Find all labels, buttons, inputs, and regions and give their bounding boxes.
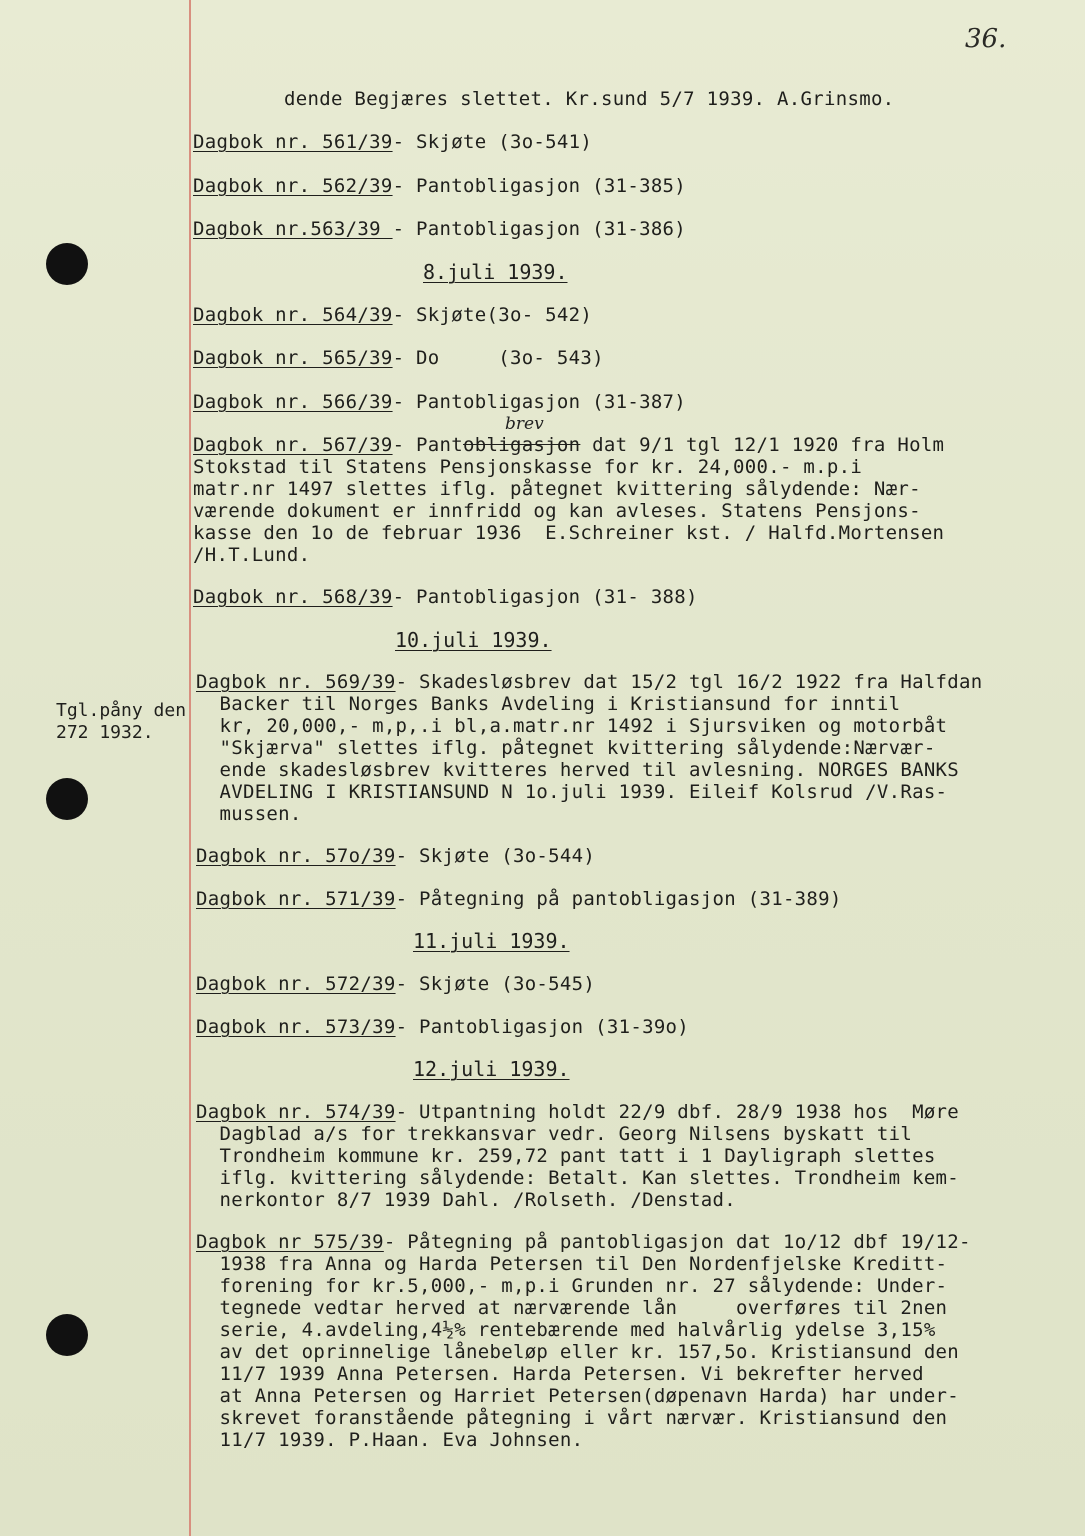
ledger-line (196, 1319, 936, 1341)
entry-text: - Skjøte (3o-541) (392, 131, 593, 153)
entry-text: - Påtegning på pantobligasjon dat 1o/12 dbf 19/12- (383, 1231, 971, 1253)
punch-hole (46, 243, 88, 285)
entry-text: - Do (3o- 543) (392, 347, 604, 369)
page-number: 36. (965, 24, 1007, 54)
ledger-line (196, 1385, 959, 1407)
entry-text: værende dokument er innfridd og kan avleses. Statens Pensjons- (193, 500, 921, 522)
entry-text: matr.nr 1497 slettes iflg. påtegnet kvittering sålydende: Nær- (193, 478, 921, 500)
ledger-line (196, 1189, 736, 1211)
entry-text: 11/7 1939. P.Haan. Eva Johnsen. (196, 1429, 584, 1451)
entry-text: forening for kr.5,000,- m,p.i Grunden nr. 27 sålydende: Under- (196, 1275, 948, 1297)
ledger-line (193, 522, 944, 544)
entry-text: - Utpantning holdt 22/9 dbf. 28/9 1938 hos Møre (395, 1101, 960, 1123)
ledger-line (196, 803, 302, 825)
entry-text: av det oprinnelige lånebeløp eller kr. 157,5o. Kristiansund den (196, 1341, 960, 1363)
entry-text: - Pantobligasjon (31- 388) (392, 586, 698, 608)
entry-text: - Skjøte (3o-545) (395, 973, 596, 995)
entry-text: dende Begjæres slettet. Kr.sund 5/7 1939. A.Grinsmo. (284, 88, 895, 110)
ledger-line (193, 478, 921, 500)
ledger-line (196, 781, 947, 803)
ledger-line (196, 1231, 971, 1253)
entry-reference: Dagbok nr. 562/39 (193, 175, 393, 197)
entry-text: tegnede vedtar herved at nærværende lån overføres til 2nen (196, 1297, 948, 1319)
entry-text: - Pantobligasjon (31-387) (392, 391, 687, 413)
entry-text: - Pantobligasjon (31-386) (392, 218, 687, 240)
entry-text: kr, 20,000,- m,p,.i bl,a.matr.nr 1492 i Sjursviken og motorbåt (196, 715, 948, 737)
ledger-line (193, 304, 592, 326)
entry-text: mussen. (196, 803, 302, 825)
ledger-line (196, 671, 983, 693)
ledger-line (196, 1123, 912, 1145)
ledger-line (196, 1145, 936, 1167)
punch-hole (46, 1314, 88, 1356)
ledger-line (196, 1297, 947, 1319)
entry-reference: Dagbok nr. 561/39 (193, 131, 393, 153)
ledger-line (193, 131, 592, 153)
entry-reference: Dagbok nr. 569/39 (196, 671, 396, 693)
ledger-line (196, 1167, 959, 1189)
ledger-line (196, 737, 936, 759)
entry-reference: Dagbok nr. 565/39 (193, 347, 393, 369)
ledger-line (196, 693, 900, 715)
entry-reference: Dagbok nr. 568/39 (193, 586, 393, 608)
entry-text: - Pant (392, 434, 463, 456)
margin-rule (189, 0, 191, 1536)
ledger-line (196, 1275, 947, 1297)
entry-text: 11/7 1939 Anna Petersen. Harda Petersen. Vi bekrefter herved (196, 1363, 924, 1385)
ledger-line (196, 888, 842, 910)
entry-text: kasse den 1o de februar 1936 E.Schreiner kst. / Halfd.Mortensen (193, 522, 945, 544)
ledger-line (196, 759, 959, 781)
entry-text: 1938 fra Anna og Harda Petersen til Den Nordenfjelske Kreditt- (196, 1253, 948, 1275)
entry-text: skrevet foranstående påtegning i vårt nærvær. Kristiansund den (196, 1407, 948, 1429)
ledger-line (196, 1101, 959, 1123)
entry-text: - Pantobligasjon (31-385) (392, 175, 687, 197)
ledger-line (196, 973, 595, 995)
ledger-line (193, 434, 944, 456)
ledger-line (196, 1253, 947, 1275)
ledger-line (193, 175, 686, 197)
struck-text: obligasjon (463, 434, 581, 456)
entry-text: Backer til Norges Banks Avdeling i Kristiansund for inntil (196, 693, 901, 715)
ledger-line (193, 544, 310, 566)
entry-text: - Påtegning på pantobligasjon (31-389) (395, 888, 842, 910)
ledger-line (196, 845, 595, 867)
entry-text: iflg. kvittering sålydende: Betalt. Kan slettes. Trondheim kem- (196, 1167, 960, 1189)
entry-text: /H.T.Lund. (193, 544, 311, 566)
margin-note-line-2: 272 1932. (56, 722, 154, 743)
ledger-line (196, 1407, 947, 1429)
entry-text: ende skadesløsbrev kvitteres herved til avlesning. NORGES BANKS (196, 759, 960, 781)
entry-reference: Dagbok nr. 574/39 (196, 1101, 396, 1123)
entry-text: Dagblad a/s for trekkansvar vedr. Georg Nilsens byskatt til (196, 1123, 913, 1145)
entry-reference: Dagbok nr.563/39 (193, 218, 393, 240)
ledger-line (193, 347, 604, 369)
entry-text: serie, 4.avdeling,4½% rentebærende med halvårlig ydelse 3,15% (196, 1319, 936, 1341)
ledger-line (193, 586, 698, 608)
handwritten-insert: brev (505, 414, 544, 434)
entry-text: - Pantobligasjon (31-39o) (395, 1016, 690, 1038)
entry-text: AVDELING I KRISTIANSUND N 1o.juli 1939. Eileif Kolsrud /V.Ras- (196, 781, 948, 803)
ledger-line (196, 1341, 959, 1363)
entry-reference: Dagbok nr. 566/39 (193, 391, 393, 413)
entry-reference: Dagbok nr. 571/39 (196, 888, 396, 910)
ledger-line (196, 1429, 583, 1451)
entry-text: nerkontor 8/7 1939 Dahl. /Rolseth. /Denstad. (196, 1189, 736, 1211)
ledger-line (196, 715, 947, 737)
entry-text: at Anna Petersen og Harriet Petersen(døpenavn Harda) har under- (196, 1385, 960, 1407)
entry-text-continued: dat 9/1 tgl 12/1 1920 fra Holm (580, 434, 945, 456)
entry-text: Trondheim kommune kr. 259,72 pant tatt i 1 Dayligraph slettes (196, 1145, 936, 1167)
ledger-line (193, 218, 686, 240)
ledger-line (284, 88, 894, 110)
ledger-line (193, 391, 686, 413)
ledger-line (193, 456, 862, 478)
date-heading: 12.juli 1939. (413, 1057, 570, 1081)
entry-reference: Dagbok nr. 57o/39 (196, 845, 396, 867)
entry-reference: Dagbok nr. 564/39 (193, 304, 393, 326)
entry-text: - Skjøte (3o-544) (395, 845, 596, 867)
date-heading: 8.juli 1939. (423, 260, 568, 284)
entry-text: - Skadesløsbrev dat 15/2 tgl 16/2 1922 fra Halfdan (395, 671, 983, 693)
punch-hole (46, 778, 88, 820)
entry-reference: Dagbok nr. 567/39 (193, 434, 393, 456)
date-heading: 10.juli 1939. (395, 628, 552, 652)
entry-text: "Skjærva" slettes iflg. påtegnet kvittering sålydende:Nærvær- (196, 737, 936, 759)
ledger-line (193, 500, 921, 522)
date-heading: 11.juli 1939. (413, 929, 570, 953)
margin-note-line-1: Tgl.påny den (56, 700, 187, 721)
entry-text: - Skjøte(3o- 542) (392, 304, 593, 326)
entry-reference: Dagbok nr. 572/39 (196, 973, 396, 995)
entry-reference: Dagbok nr. 573/39 (196, 1016, 396, 1038)
ledger-line (196, 1363, 924, 1385)
ledger-line (196, 1016, 689, 1038)
entry-reference: Dagbok nr 575/39 (196, 1231, 384, 1253)
entry-text: Stokstad til Statens Pensjonskasse for kr. 24,000.- m.p.i (193, 456, 863, 478)
